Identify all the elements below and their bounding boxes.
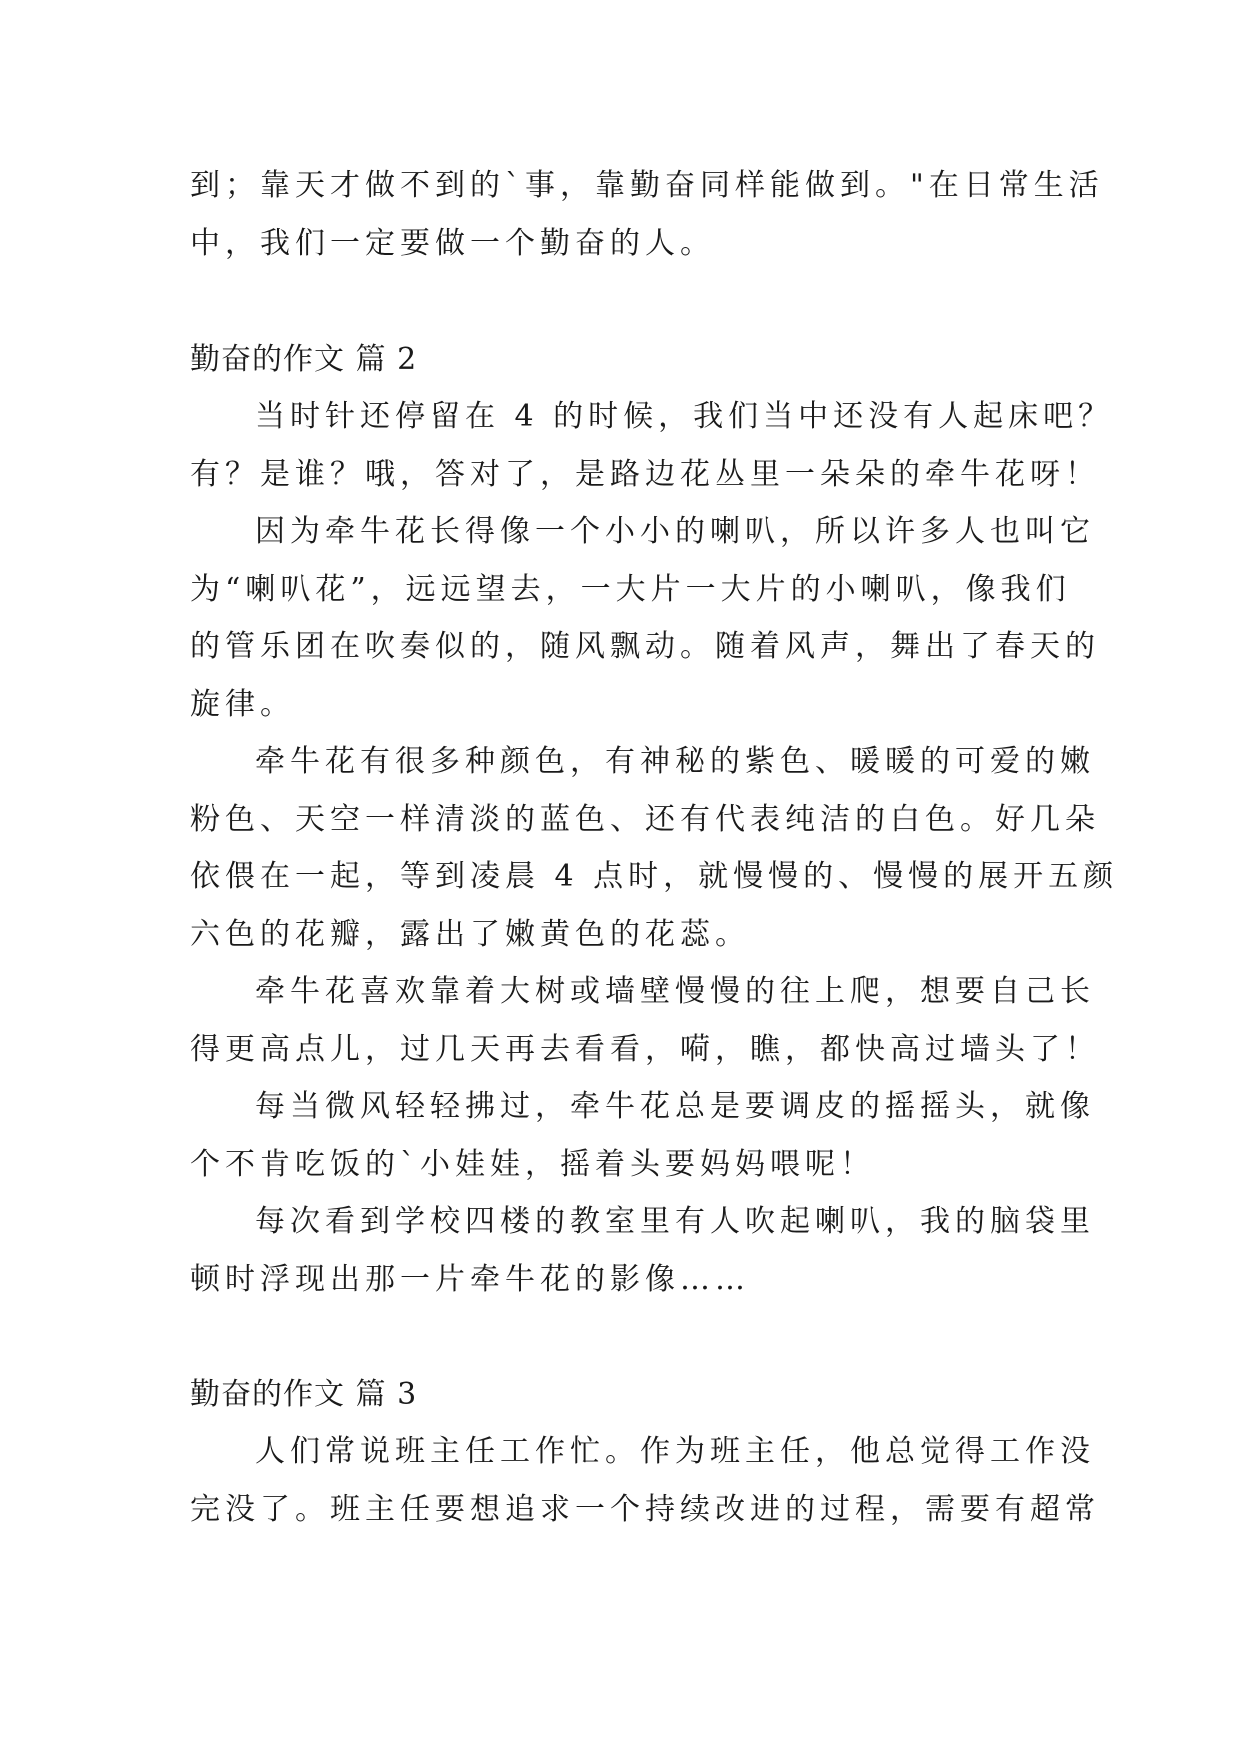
paragraph-line: 每当微风轻轻拂过，牵牛花总是要调皮的摇摇头，就像 [255,1089,1095,1124]
paragraph-line: 六色的花瓣，露出了嫩黄色的花蕊。 [190,917,750,952]
paragraph-line: 依偎在一起，等到凌晨 4 点时，就慢慢的、慢慢的展开五颜 [190,859,1119,894]
section-heading: 勤奋的作文 篇 3 [190,1377,418,1412]
text-line: 到；靠天才做不到的`事，靠勤奋同样能做到。"在日常生活 [190,168,1104,203]
paragraph-line: 完没了。班主任要想追求一个持续改进的过程，需要有超常 [190,1492,1100,1527]
paragraph-line: 粉色、天空一样清淡的蓝色、还有代表纯洁的白色。好几朵 [190,802,1100,837]
paragraph-line: 当时针还停留在 4 的时候，我们当中还没有人起床吧？ [255,399,1114,434]
paragraph-line: 得更高点儿，过几天再去看看，嗬，瞧，都快高过墙头了！ [190,1032,1100,1067]
paragraph-line: 每次看到学校四楼的教室里有人吹起喇叭，我的脑袋里 [255,1204,1095,1239]
paragraph-line: 顿时浮现出那一片牵牛花的影像…… [190,1262,750,1297]
paragraph-line: 牵牛花有很多种颜色，有神秘的紫色、暖暖的可爱的嫩 [255,744,1095,779]
text-line: 中，我们一定要做一个勤奋的人。 [190,226,715,261]
paragraph-line: 因为牵牛花长得像一个小小的喇叭，所以许多人也叫它 [255,514,1095,549]
paragraph-line: 旋律。 [190,687,295,722]
paragraph-line: 人们常说班主任工作忙。作为班主任，他总觉得工作没 [255,1434,1095,1469]
section-heading: 勤奋的作文 篇 2 [190,342,418,377]
paragraph-line: 个不肯吃饭的`小娃娃，摇着头要妈妈喂呢！ [190,1147,875,1182]
paragraph-line: 为“喇叭花”，远远望去，一大片一大片的小喇叭，像我们 [190,572,1071,607]
paragraph-line: 的管乐团在吹奏似的，随风飘动。随着风声，舞出了春天的 [190,629,1100,664]
paragraph-line: 有？是谁？哦，答对了，是路边花丛里一朵朵的牵牛花呀！ [190,457,1100,492]
paragraph-line: 牵牛花喜欢靠着大树或墙壁慢慢的往上爬，想要自己长 [255,974,1095,1009]
